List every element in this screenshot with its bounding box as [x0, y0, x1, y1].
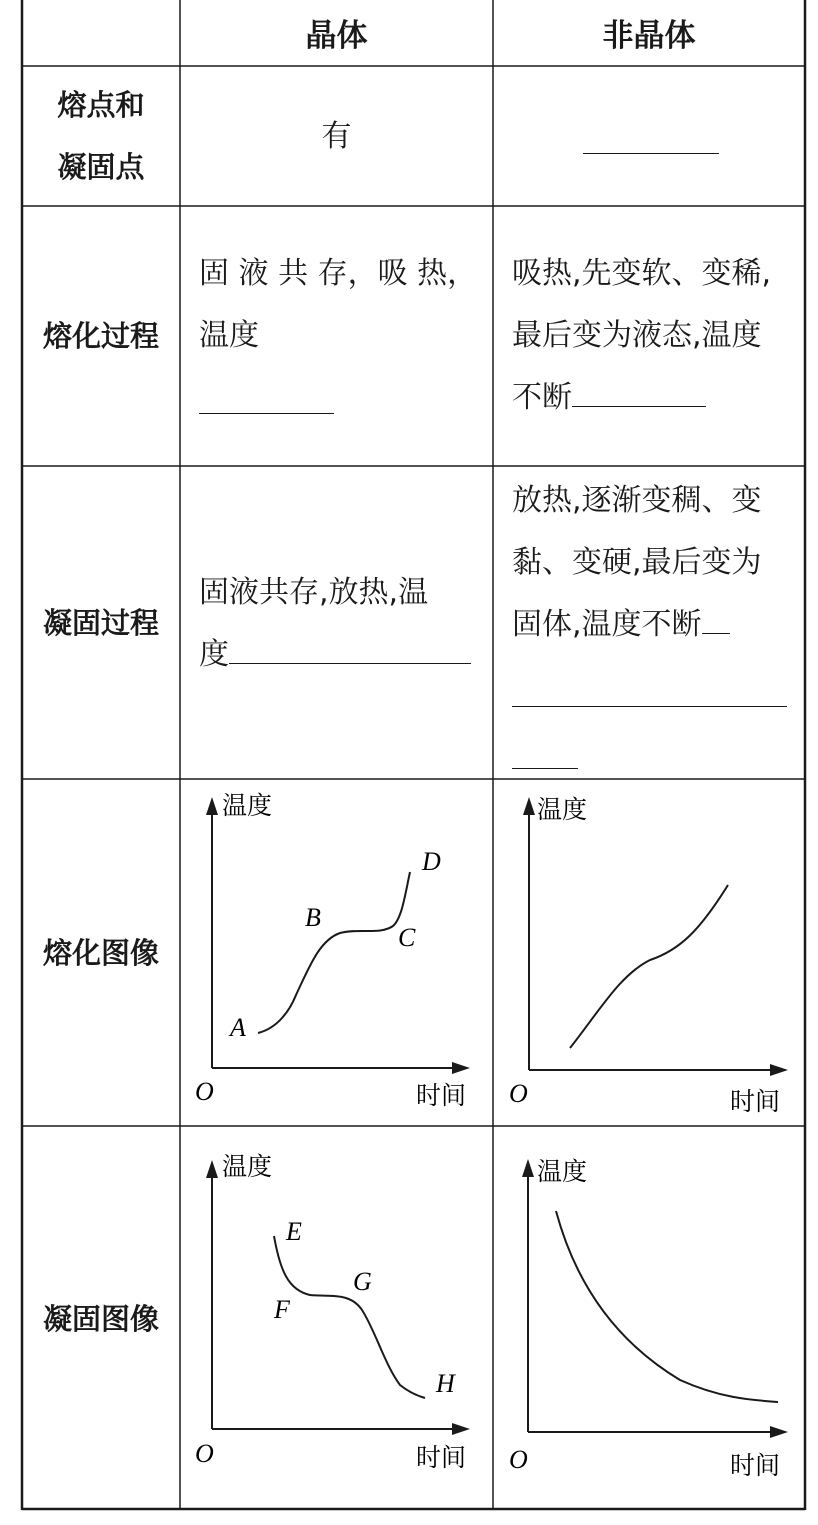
- row-label-solidifying-graph: 凝固图像: [42, 1302, 159, 1336]
- row-label-melting-process: 熔化过程: [42, 319, 159, 353]
- text-line: 最后变为液态,温度: [512, 318, 762, 353]
- point-label-g: G: [353, 1267, 372, 1296]
- point-label-b: B: [305, 903, 321, 932]
- row-label-solidifying-process: 凝固过程: [42, 606, 159, 640]
- point-label-e: E: [286, 1217, 302, 1246]
- amorphous-solidifying-graph: [509, 1157, 780, 1480]
- point-label-c: C: [398, 923, 416, 952]
- x-axis-label: 时间: [730, 1087, 781, 1116]
- melting-curve: [570, 885, 728, 1048]
- text-line: 固体,温度不断: [512, 594, 804, 656]
- point-label-h: H: [436, 1369, 455, 1398]
- text-line: 吸热,先变软、变稀,: [512, 256, 772, 291]
- header-amorphous: 非晶体: [602, 18, 696, 54]
- x-axis-label: 时间: [416, 1081, 467, 1110]
- crystal-melting-graph: [195, 791, 466, 1110]
- x-axis-label: 时间: [730, 1451, 781, 1480]
- x-axis-label: 时间: [416, 1443, 467, 1472]
- origin-label: O: [509, 1079, 528, 1108]
- amorphous-melting-graph: [509, 795, 780, 1116]
- point-label-f: F: [274, 1295, 290, 1324]
- point-label-d: D: [422, 847, 441, 876]
- text-line: 固液共存,放热,温: [199, 575, 429, 610]
- row-label-line: 熔点和: [57, 88, 145, 122]
- point-label-a: A: [230, 1013, 246, 1042]
- row-label-melting-graph: 熔化图像: [42, 936, 159, 970]
- y-axis-label: 温度: [537, 795, 588, 824]
- origin-label: O: [195, 1439, 214, 1468]
- solidifying-curve: [274, 1236, 425, 1398]
- solidifying-curve: [556, 1211, 778, 1402]
- melting-curve: [258, 872, 410, 1033]
- text-line: 放热,逐渐变稠、变: [512, 483, 762, 518]
- text-line: 温度: [199, 318, 259, 353]
- crystal-melting-point-value: 有: [321, 119, 352, 154]
- y-axis-label: 温度: [222, 791, 273, 820]
- row-label-line: 凝固点: [57, 150, 145, 184]
- text-line: 度: [199, 624, 489, 686]
- header-crystal: 晶体: [305, 18, 368, 54]
- y-axis-label: 温度: [222, 1152, 273, 1181]
- y-axis-label: 温度: [537, 1157, 588, 1186]
- origin-label: O: [509, 1445, 528, 1474]
- origin-label: O: [195, 1077, 214, 1106]
- crystal-solidifying-graph: [195, 1152, 466, 1472]
- text-line: 黏、变硬,最后变为: [512, 545, 762, 580]
- text-line: 不断: [512, 367, 804, 429]
- text-line: 固 液 共 存，吸 热，: [199, 256, 478, 291]
